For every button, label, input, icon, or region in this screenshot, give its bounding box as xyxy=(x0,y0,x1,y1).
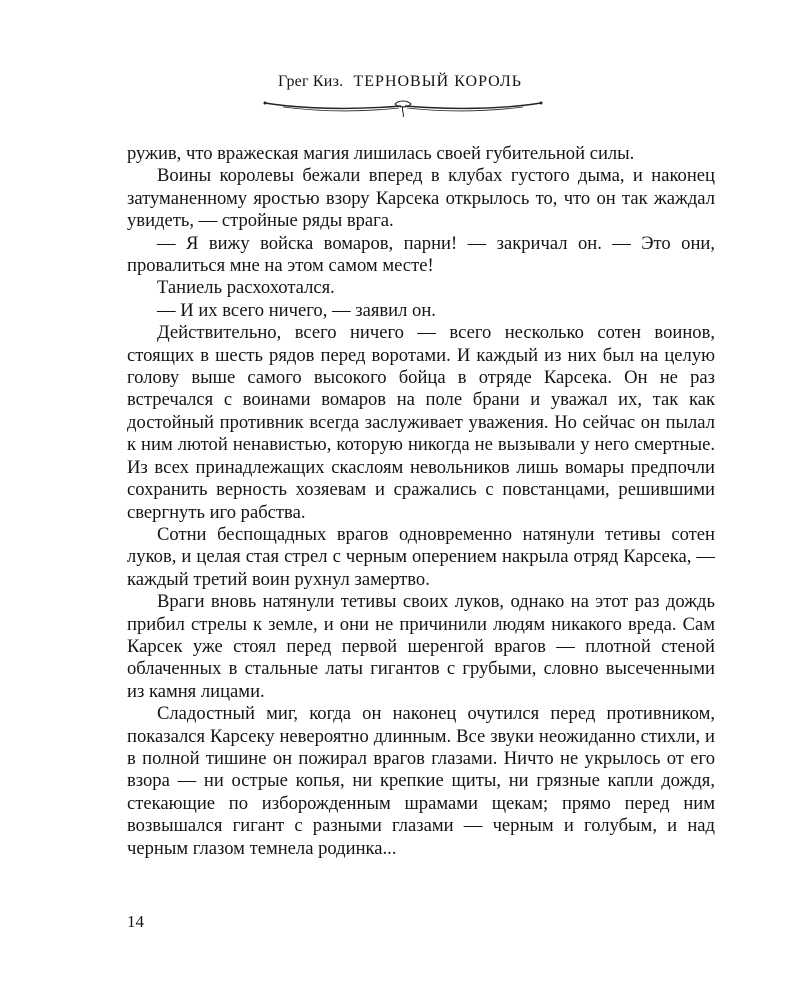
paragraph-4: Таниель расхохотался. xyxy=(157,277,335,299)
header-author: Грег Киз. xyxy=(278,73,344,90)
page-number: 14 xyxy=(127,912,144,931)
paragraph-6: Действительно, всего ничего — всего несколько сотен воинов, стоящих в шесть рядов перед воротами. И каждый из них был на целую голову выше самого высокого бойца в отряде Карсека. Он не раз встречался с воинами вомаров на поле брани и уважал их, так как достойный противник всегда заслуживает уважения. Но сейчас он пылал к ним лютой ненавистью, которую никогда не вызывали у него смертные. Из всех принадлежащих скаслоям невольников лишь вомары предпочли сохранить верность хозяевам и сражались с повстанцами, решившими свергнуть иго рабства. xyxy=(127,322,715,523)
paragraph-9: Сладостный миг, когда он наконец очутился перед противником, показался Карсеку невероятно длинным. Все звуки неожиданно стихли, и в полной тишине он пожирал врагов глазами. Ничто не укрылось от его взора — ни острые копья, ни крепкие щиты, ни грязные капли дождя, стекающие по изборожденным шрамами щекам; прямо перед ним возвышался гигант с разными глазами — черным и голубым, и над черным глазом темнела родинка... xyxy=(127,703,715,859)
paragraph-3: — Я вижу войска вомаров, парни! — закричал он. — Это они, провалиться мне на этом самом месте! xyxy=(127,232,715,277)
running-header xyxy=(0,72,800,92)
paragraph-5: — И их всего ничего, — заявил он. xyxy=(157,299,436,321)
ornament-divider-icon xyxy=(263,94,543,118)
paragraph-8: Враги вновь натянули тетивы своих луков, однако на этот раз дождь прибил стрелы к земле, и они не причинили людям никакого вреда. Сам Карсек уже стоял перед первой шеренгой врагов — плотной стеной облаченных в стальные латы гигантов с грубыми, словно высеченными из камня лицами. xyxy=(127,591,715,702)
paragraph-1: ружив, что вражеская магия лишилась своей губительной силы. xyxy=(127,143,635,164)
header-book-title: ТЕРНОВЫЙ КОРОЛЬ xyxy=(353,73,522,90)
body-text xyxy=(127,143,715,860)
paragraph-2: Воины королевы бежали вперед в клубах густого дыма, и наконец затуманенному яростью взору Карсека открылось то, что он так жаждал увидеть, — стройные ряды врага. xyxy=(127,165,715,232)
paragraph-7: Сотни беспощадных врагов одновременно натянули тетивы сотен луков, и целая стая стрел с черным оперением накрыла отряд Карсека, — каждый третий воин рухнул замертво. xyxy=(127,523,715,590)
